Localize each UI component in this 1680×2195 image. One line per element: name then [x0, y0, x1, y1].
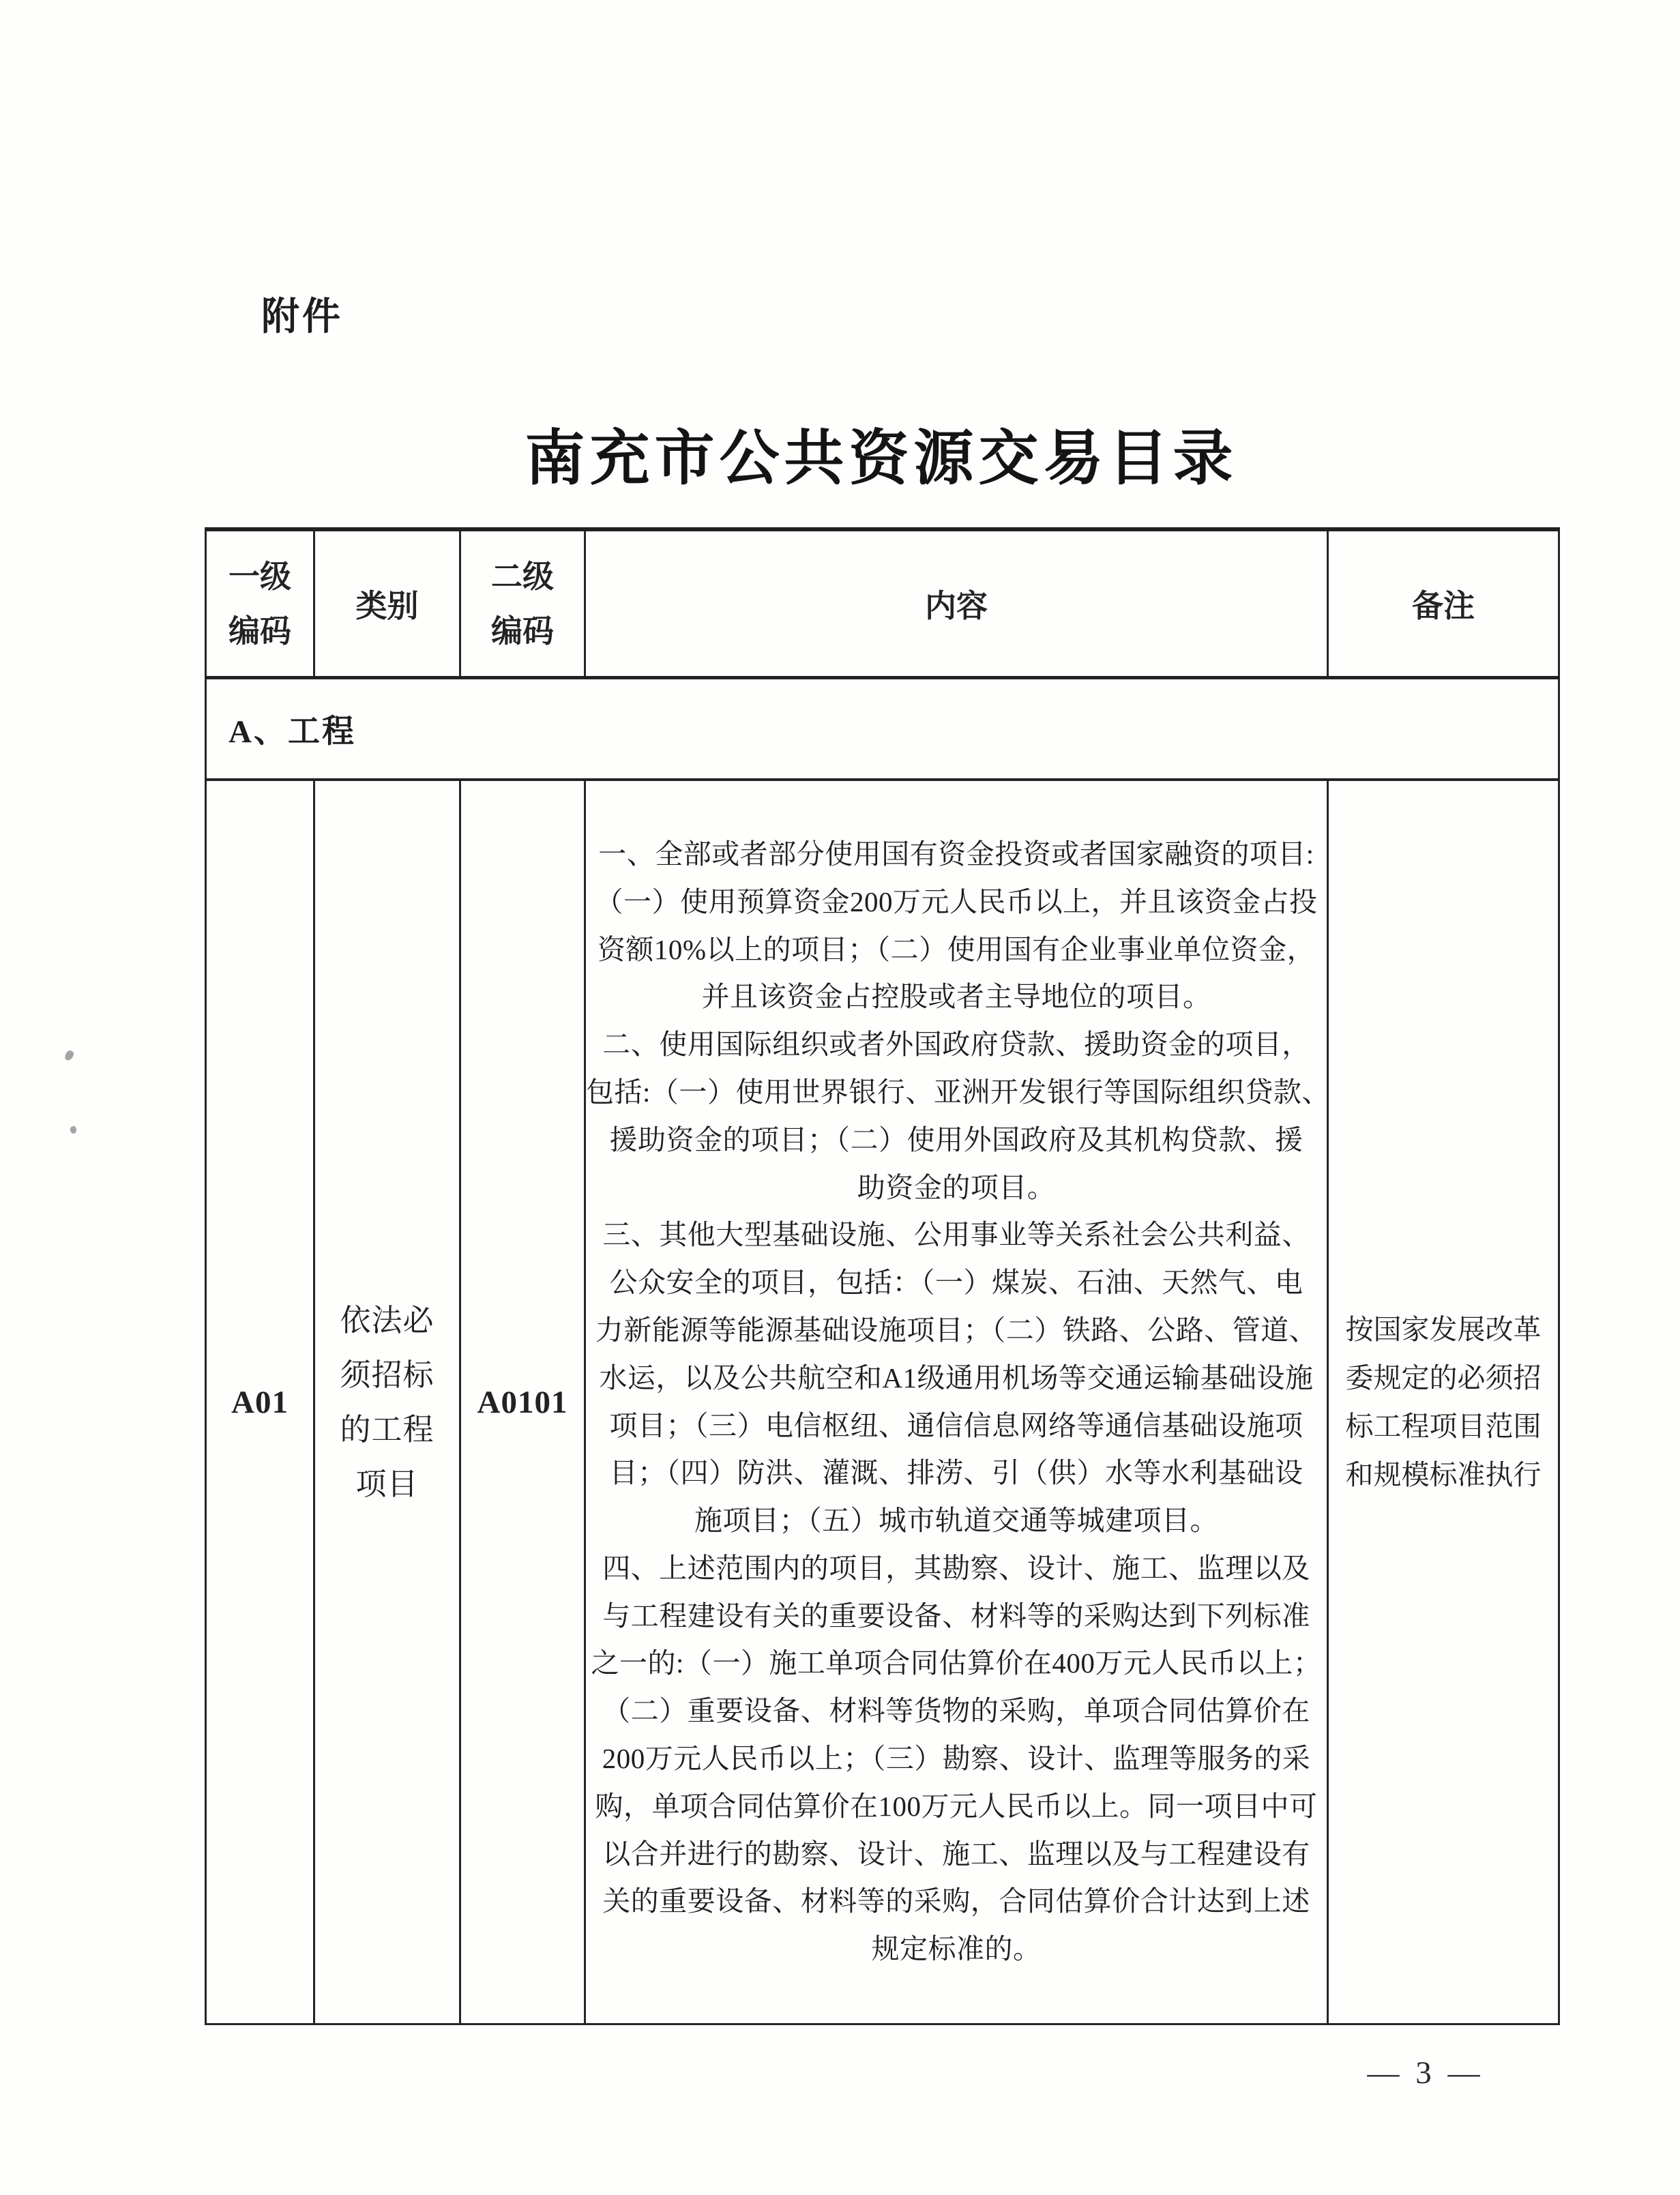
attachment-label: 附件: [261, 295, 343, 338]
content-line: 施项目；（五）城市轨道交通等城建项目。: [694, 1505, 1218, 1537]
content-line: 公众安全的项目，包括：（一）煤炭、石油、天然气、电: [609, 1267, 1303, 1299]
content-line: 助资金的项目。: [857, 1171, 1056, 1203]
content-line: 四、上述范围内的项目，其勘察、设计、施工、监理以及: [602, 1552, 1310, 1584]
content-line: 规定标准的。: [871, 1933, 1042, 1965]
level2-code: A0101: [477, 1384, 568, 1420]
content-line: 资额10%以上的项目；（二）使用国有企业事业单位资金，: [597, 933, 1316, 965]
scan-speck: [70, 1125, 77, 1134]
remark-text: 按国家发展改革委规定的必须招标工程项目范围和规模标准执行: [1345, 1313, 1542, 1490]
table-header-row: [206, 529, 1559, 678]
content-line: 并且该资金占控股或者主导地位的项目。: [701, 981, 1211, 1013]
content-line: 以合并进行的勘察、设计、施工、监理以及与工程建设有: [602, 1838, 1310, 1870]
header-cell-level2-code: [460, 529, 585, 678]
catalog-table: [205, 527, 1560, 2025]
content-line: 关的重要设备、材料等的采购，合同估算价合计达到上述: [602, 1885, 1310, 1917]
content-line: 之一的:（一）施工单项合同估算价在400万元人民币以上；: [591, 1647, 1322, 1679]
scan-speck: [63, 1049, 75, 1061]
content-line: 项目；（三）电信枢纽、通信信息网络等通信基础设施项: [609, 1409, 1303, 1441]
content-line: 200万元人民币以上；（三）勘察、设计、监理等服务的采: [602, 1743, 1311, 1775]
header-label-content: 内容: [925, 588, 988, 623]
content-line: 二、使用国际组织或者外国政府贷款、援助资金的项目，: [602, 1029, 1310, 1061]
content-line: （一）使用预算资金200万元人民币以上，并且该资金占投: [595, 885, 1318, 917]
section-label: A、工程: [229, 714, 356, 750]
content-lines: [586, 831, 1330, 1973]
category-cell: [314, 780, 460, 2024]
category-text: 依法必须招标的工程项目: [340, 1303, 434, 1501]
content-line: 力新能源等能源基础设施项目；（二）铁路、公路、管道、: [595, 1314, 1318, 1346]
header-cell-content: [585, 529, 1328, 678]
page-number: — 3 —: [1367, 2055, 1484, 2091]
content-line: 与工程建设有关的重要设备、材料等的采购达到下列标准: [602, 1600, 1310, 1632]
level1-code: A01: [231, 1384, 289, 1420]
level1-code-cell: [206, 780, 314, 2024]
content-line: 三、其他大型基础设施、公用事业等关系社会公共利益、: [602, 1219, 1310, 1251]
content-line: 水运，以及公共航空和A1级通用机场等交通运输基础设施: [599, 1361, 1314, 1394]
content-line: 目；（四）防洪、灌溉、排涝、引（供）水等水利基础设: [609, 1457, 1303, 1489]
header-label-level2-code: 二级编码: [491, 559, 554, 649]
header-label-category: 类别: [355, 588, 419, 623]
content-line: 购，单项合同估算价在100万元人民币以上。同一项目中可: [595, 1790, 1318, 1822]
header-cell-remarks: [1328, 529, 1559, 678]
level2-code-cell: [460, 780, 585, 2024]
content-line: 包括:（一）使用世界银行、亚洲开发银行等国际组织贷款、: [586, 1076, 1330, 1108]
remarks-cell: [1328, 780, 1559, 2024]
header-cell-level1-code: [206, 529, 314, 678]
section-row-cell: [206, 678, 1559, 780]
content-line: 援助资金的项目；（二）使用外国政府及其机构贷款、援: [609, 1123, 1303, 1155]
section-row-a: [206, 678, 1559, 780]
content-line: （二）重要设备、材料等货物的采购，单项合同估算价在: [602, 1695, 1310, 1727]
content-line: 一、全部或者部分使用国有资金投资或者国家融资的项目:: [598, 838, 1314, 870]
header-label-remarks: 备注: [1412, 588, 1475, 623]
header-cell-category: [314, 529, 460, 678]
content-cell: [585, 780, 1328, 2024]
document-title: 南充市公共资源交易目录: [525, 426, 1238, 492]
entry-row-a01: [206, 780, 1559, 2024]
header-label-level1-code: 一级编码: [229, 559, 291, 649]
